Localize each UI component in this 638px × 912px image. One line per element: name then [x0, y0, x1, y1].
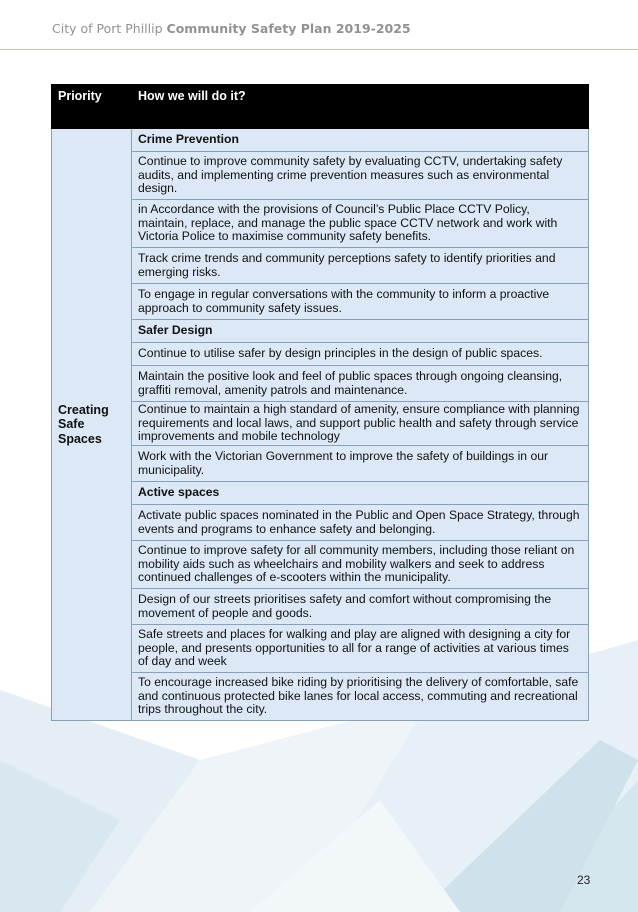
action-text: To engage in regular conversations with the community to inform a proactive approach to community safety issues.	[132, 284, 589, 320]
section-heading-row	[52, 129, 589, 152]
section-heading: Safer Design	[132, 320, 589, 343]
table-row	[52, 366, 589, 402]
section-heading: Crime Prevention	[132, 129, 589, 152]
action-text: Continue to utilise safer by design principles in the design of public spaces.	[132, 343, 589, 366]
table-row	[52, 541, 589, 589]
table-row	[52, 152, 589, 200]
action-text: Safe streets and places for walking and play are aligned with designing a city for people, and presents opportunities to all for a range of activities at various times of day and week	[132, 625, 589, 673]
section-heading-row	[52, 320, 589, 343]
table-row	[52, 343, 589, 366]
action-text: Design of our streets prioritises safety and comfort without compromising the movement of people and goods.	[132, 589, 589, 625]
running-header	[52, 21, 411, 36]
table-row	[52, 625, 589, 673]
column-header-priority: Priority	[52, 85, 132, 129]
action-text: Continue to improve safety for all community members, including those reliant on mobility aids such as wheelchairs and mobility walkers and seek to address continued challenges of e-scooters within the municipality.	[132, 541, 589, 589]
action-text: in Accordance with the provisions of Council’s Public Place CCTV Policy, maintain, replace, and manage the public space CCTV network and work with Victoria Police to maximise community safety benefits.	[132, 200, 589, 248]
table-row	[52, 589, 589, 625]
action-text: Track crime trends and community perceptions safety to identify priorities and emerging risks.	[132, 248, 589, 284]
section-heading-row	[52, 482, 589, 505]
section-heading: Active spaces	[132, 482, 589, 505]
table-row	[52, 505, 589, 541]
page-number: 23	[577, 873, 591, 887]
table-header-row	[52, 85, 589, 129]
action-text: Activate public spaces nominated in the Public and Open Space Strategy, through events and programs to enhance safety and belonging.	[132, 505, 589, 541]
header-plan-title: Community Safety Plan 2019-2025	[166, 21, 411, 36]
action-text: Continue to improve community safety by evaluating CCTV, undertaking safety audits, and implementing crime prevention measures such as environmental design.	[132, 152, 589, 200]
action-text: Continue to maintain a high standard of amenity, ensure compliance with planning requirements and local laws, and support public health and safety through service improvements and mobile technology	[132, 402, 589, 446]
action-text: To encourage increased bike riding by prioritising the delivery of comfortable, safe and continuous protected bike lanes for local access, commuting and recreational trips throughout the city.	[132, 673, 589, 721]
table-row	[52, 248, 589, 284]
action-text: Maintain the positive look and feel of public spaces through ongoing cleansing, graffiti removal, amenity patrols and maintenance.	[132, 366, 589, 402]
table-row	[52, 200, 589, 248]
action-text: Work with the Victorian Government to improve the safety of buildings in our municipality.	[132, 446, 589, 482]
table-row	[52, 673, 589, 721]
header-rule	[0, 49, 638, 50]
table-row	[52, 446, 589, 482]
table-row	[52, 402, 589, 446]
table-body	[52, 129, 589, 721]
column-header-how: How we will do it?	[132, 85, 589, 129]
header-org: City of Port Phillip	[52, 21, 163, 36]
safety-plan-table	[51, 84, 589, 721]
priority-cell: Creating Safe Spaces	[52, 129, 132, 721]
table-row	[52, 284, 589, 320]
